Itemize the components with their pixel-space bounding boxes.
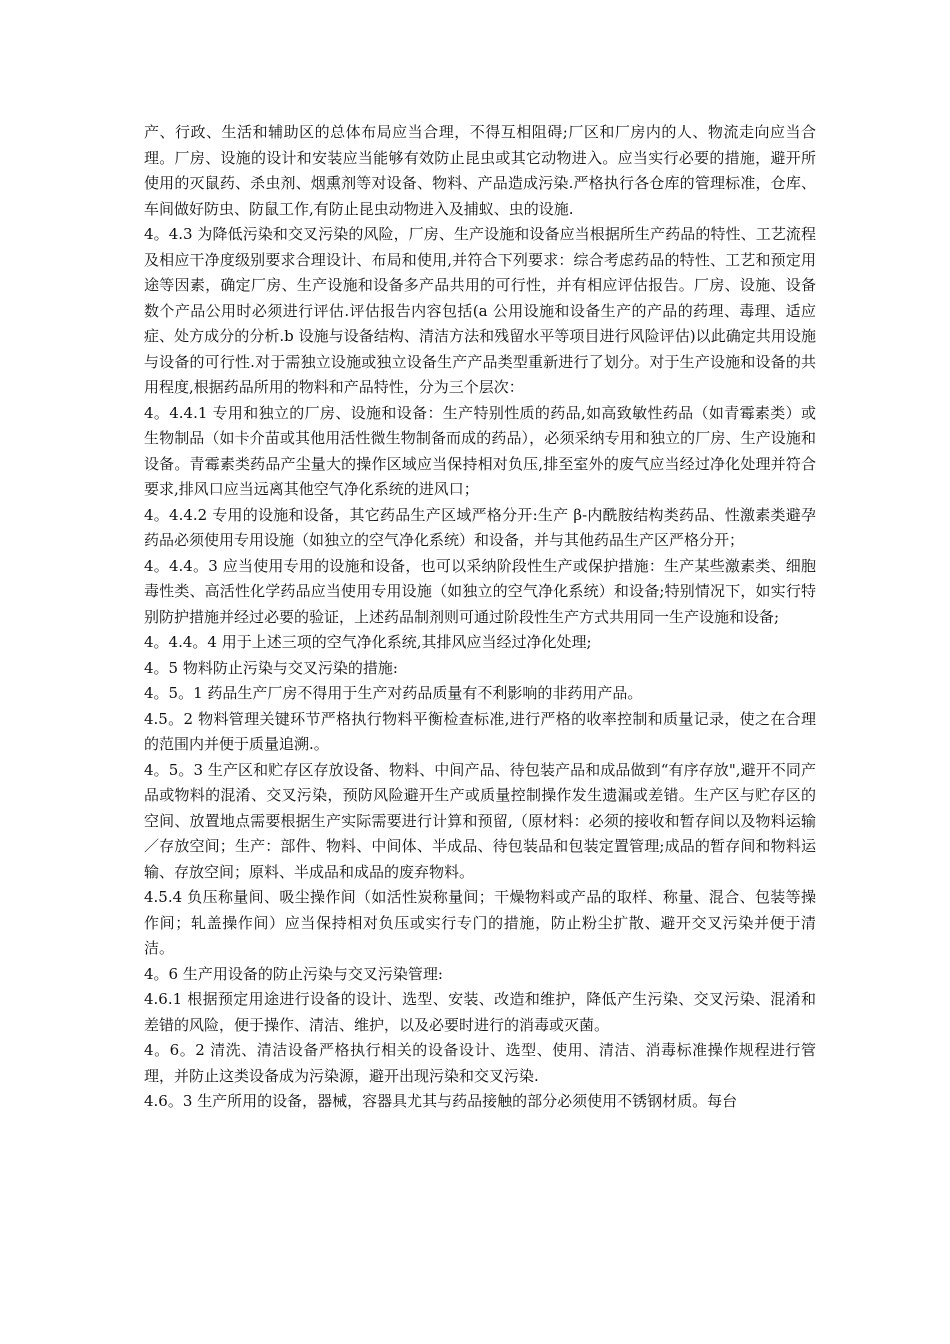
- paragraph-4-4-4-4: 4。4.4。4 用于上述三项的空气净化系统,其排风应当经过净化处理;: [144, 633, 592, 651]
- paragraph-4-6-3: 4.6。3 生产所用的设备，器械，容器具尤其与药品接触的部分必须使用不锈钢材质。每台: [144, 1092, 738, 1110]
- paragraph-4-6: 4。6 生产用设备的防止污染与交叉污染管理:: [144, 964, 443, 983]
- paragraph-4-6-1: 4.6.1 根据预定用途进行设备的设计、选型、安装、改造和维护，降低产生污染、交叉污染、混淆和差错的风险，便于操作、清洁、维护，以及必要时进行的消毒或灭菌。: [144, 990, 816, 1034]
- paragraph-4-5-1: 4。5。1 药品生产厂房不得用于生产对药品质量有不利影响的非药用产品。: [144, 684, 643, 702]
- paragraph-4-6-2: 4。6。2 清洗、清洁设备严格执行相关的设备设计、选型、使用、清洁、消毒标准操作规程进行管理，并防止这类设备成为污染源，避开出现污染和交叉污染.: [144, 1041, 816, 1085]
- document-body: [144, 120, 816, 1115]
- paragraph-4-5: 4。5 物料防止污染与交叉污染的措施:: [144, 658, 398, 677]
- paragraph-4-5-2: 4.5。2 物料管理关键环节严格执行物料平衡检查标准,进行严格的收率控制和质量记录，使之在合理的范围内并便于质量追溯.。: [144, 709, 816, 753]
- paragraph-4-4-4-1: 4。4.4.1 专用和独立的厂房、设施和设备：生产特别性质的药品,如高致敏性药品（如青霉素类）或生物制品（如卡介苗或其他用活性微生物制备而成的药品），必须采纳专用和独立的厂房、生产设施和设备。青霉素类药品产尘量大的操作区域应当保持相对负压,排至室外的废气应当经过净化处理并符合要求,排风口应当远离其他空气净化系统的进风口；: [144, 403, 816, 498]
- paragraph-4-4-3: 4。4.3 为降低污染和交叉污染的风险，厂房、生产设施和设备应当根据所生产药品的特性、工艺流程及相应干净度级别要求合理设计、布局和使用,并符合下列要求：综合考虑药品的特性、工艺和预定用途等因素，确定厂房、生产设施和设备多产品共用的可行性，并有相应评估报告。厂房、设施、设备数个产品公用时必须进行评估.评估报告内容包括(a 公用设施和设备生产的产品的药理、毒理、适应症、处方成分的分析.b 设施与设备结构、清洁方法和残留水平等项目进行风险评估)以此确定共用设施与设备的可行性.对于需独立设施或独立设备生产产品类型重新进行了划分。对于生产设施和设备的共用程度,根据药品所用的物料和产品特性，分为三个层次：: [144, 225, 816, 396]
- paragraph-layout-hygiene: 产、行政、生活和辅助区的总体布局应当合理，不得互相阻碍;厂区和厂房内的人、物流走向应当合理。厂房、设施的设计和安装应当能够有效防止昆虫或其它动物进入。应当实行必要的措施，避开所使用的灭鼠药、杀虫剂、烟熏剂等对设备、物料、产品造成污染.严格执行各仓库的管理标准，仓库、车间做好防虫、防鼠工作,有防止昆虫动物进入及捕蚁、虫的设施.: [144, 123, 816, 218]
- paragraph-4-5-3: 4。5。3 生产区和贮存区存放设备、物料、中间产品、待包装产品和成品做到“有序存放",避开不同产品或物料的混淆、交叉污染，预防风险避开生产或质量控制操作发生遗漏或差错。生产区与贮存区的空间、放置地点需要根据生产实际需要进行计算和预留,（原材料：必须的接收和暂存间以及物料运输／存放空间；生产：部件、物料、中间体、半成品、待包装品和包装定置管理;成品的暂存间和物料运输、存放空间；原料、半成品和成品的废弃物料。: [144, 760, 816, 881]
- paragraph-4-5-4: 4.5.4 负压称量间、吸尘操作间（如活性炭称量间；干燥物料或产品的取样、称量、混合、包装等操作间；轧盖操作间）应当保持相对负压或实行专门的措施，防止粉尘扩散、避开交叉污染并便于清洁。: [144, 888, 816, 957]
- paragraph-4-4-4-3: 4。4.4。3 应当使用专用的设施和设备，也可以采纳阶段性生产或保护措施：生产某些激素类、细胞毒性类、高活性化学药品应当使用专用设施（如独立的空气净化系统）和设备;特别情况下，如实行特别防护措施并经过必要的验证，上述药品制剂则可通过阶段性生产方式共用同一生产设施和设备;: [144, 556, 816, 626]
- paragraph-4-4-4-2: 4。4.4.2 专用的设施和设备，其它药品生产区域严格分开:生产 β-内酰胺结构类药品、性激素类避孕药品必须使用专用设施（如独立的空气净化系统）和设备，并与其他药品生产区严格分开；: [144, 505, 816, 549]
